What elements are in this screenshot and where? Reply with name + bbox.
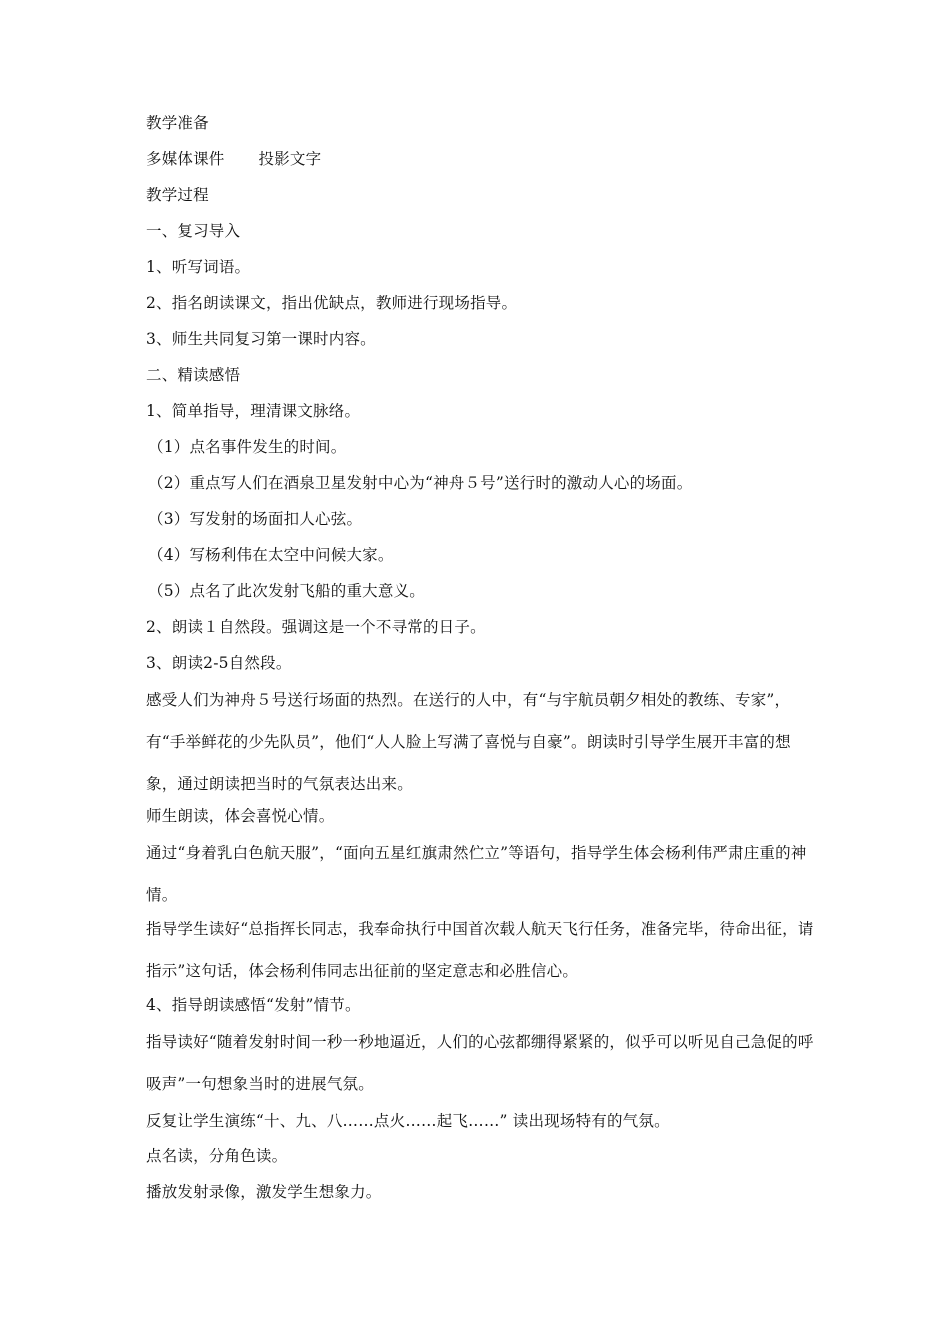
sub-list-item: （4）写杨利伟在太空中问候大家。 <box>148 546 394 564</box>
list-item: 4、指导朗读感悟“发射”情节。 <box>146 996 361 1014</box>
paragraph: 指导学生读好“总指挥长同志，我奉命执行中国首次载人航天飞行任务，准备完毕，待命出征，请指示”这句话，体会杨利伟同志出征前的坚定意志和必胜信心。 <box>146 920 814 980</box>
prep-item-projection: 投影文字 <box>258 150 322 168</box>
list-item: 2、朗读１自然段。强调这是一个不寻常的日子。 <box>146 618 486 636</box>
paragraph: 通过“身着乳白色航天服”，“面向五星红旗肃然伫立”等语句，指导学生体会杨利伟严肃庄重的神情。 <box>146 844 807 904</box>
prep-item-courseware: 多媒体课件 <box>146 150 225 168</box>
paragraph: 感受人们为神舟５号送行场面的热烈。在送行的人中，有“与宇航员朝夕相处的教练、专家”，有“手举鲜花的少先队员”，他们“人人脸上写满了喜悦与自豪”。朗读时引导学生展开丰富的想象，通过朗读把当时的气氛表达出来。 <box>146 691 791 793</box>
list-item: 1、听写词语。 <box>146 258 251 276</box>
section-heading-reading: 二、精读感悟 <box>146 366 241 384</box>
section-heading-review: 一、复习导入 <box>146 222 241 240</box>
paragraph: 指导读好“随着发射时间一秒一秒地逼近，人们的心弦都绷得紧紧的，似乎可以听见自己急促的呼吸声”一句想象当时的进展气氛。 <box>146 1033 814 1093</box>
paragraph: 师生朗读，体会喜悦心情。 <box>146 807 335 825</box>
process-heading: 教学过程 <box>146 186 209 204</box>
prep-heading: 教学准备 <box>146 114 209 132</box>
sub-list-item: （3）写发射的场面扣人心弦。 <box>148 510 363 528</box>
list-item: 3、师生共同复习第一课时内容。 <box>146 330 376 348</box>
list-item: 3、朗读2-5自然段。 <box>146 654 292 672</box>
list-item: 2、指名朗读课文，指出优缺点，教师进行现场指导。 <box>146 294 518 312</box>
prep-items <box>146 149 816 169</box>
sub-list-item: （5）点名了此次发射飞船的重大意义。 <box>148 582 425 600</box>
paragraph: 点名读，分角色读。 <box>146 1147 288 1165</box>
list-item: 1、简单指导，理清课文脉络。 <box>146 402 361 420</box>
sub-list-item: （2）重点写人们在酒泉卫星发射中心为“神舟５号”送行时的激动人心的场面。 <box>148 474 693 492</box>
paragraph: 反复让学生演练“十、九、八……点火……起飞……” 读出现场特有的气氛。 <box>146 1112 670 1130</box>
paragraph: 播放发射录像，激发学生想象力。 <box>146 1183 382 1201</box>
sub-list-item: （1）点名事件发生的时间。 <box>148 438 347 456</box>
